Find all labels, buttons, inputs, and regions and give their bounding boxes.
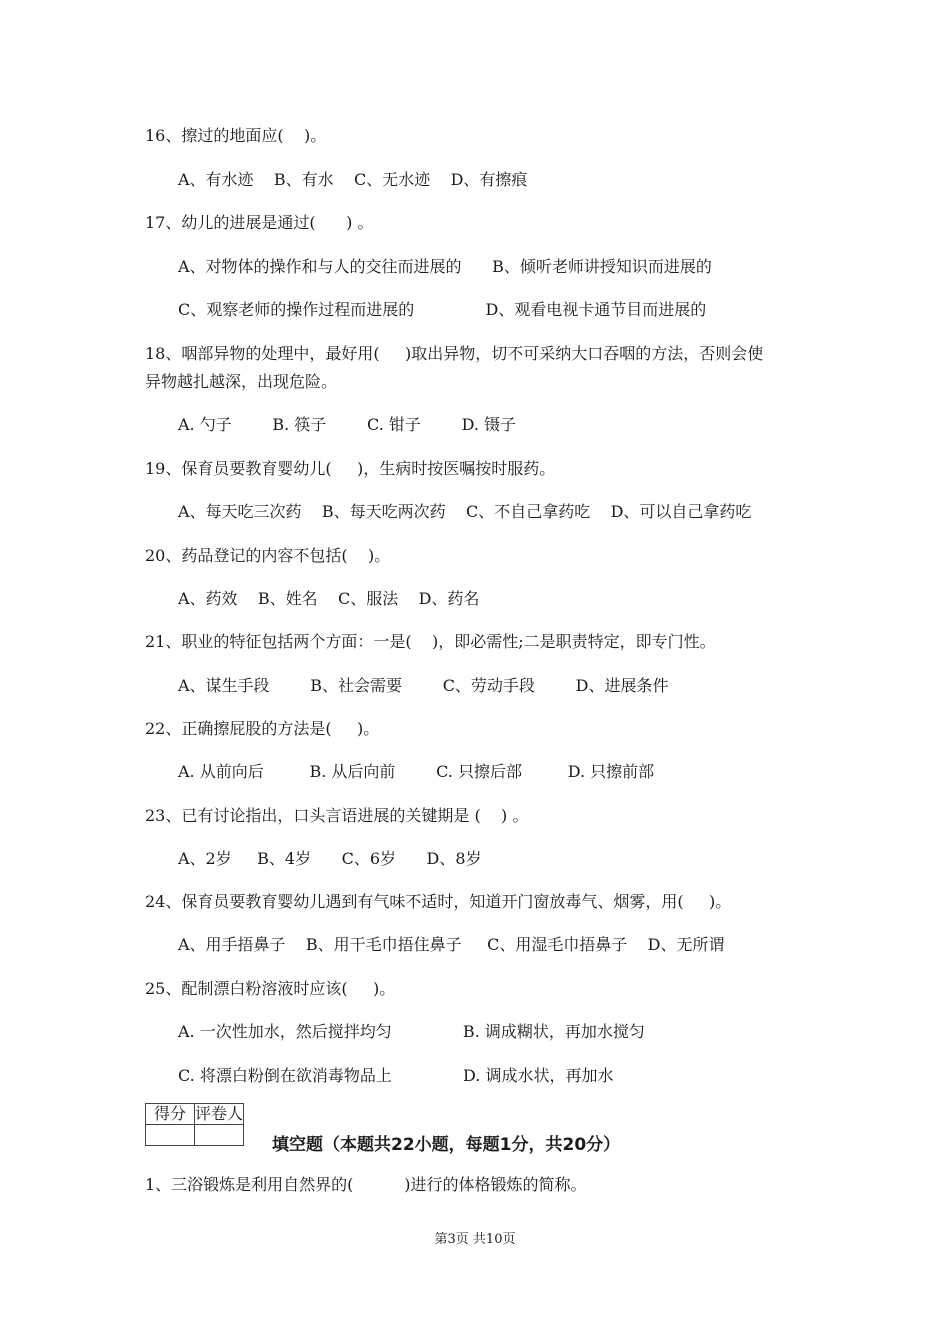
question-stem: 21、职业的特征包括两个方面：一是( )，即必需性;二是职责特定，即专门性。 [145,632,716,651]
score-box [145,1103,244,1146]
grader-label: 评卷人 [195,1104,244,1123]
score-cell [146,1125,195,1146]
question-stem: 17、幼儿的进展是通过( ) 。 [145,213,374,232]
question-stem: 20、药品登记的内容不包括( )。 [145,546,391,565]
section-title: 填空题（本题共22小题，每题1分，共20分） [272,1135,621,1155]
fill-in-question: 1、三浴锻炼是利用自然界的( )进行的体格锻炼的简称。 [145,1175,587,1194]
question-options: A、谋生手段 B、社会需要 C、劳动手段 D、进展条件 [178,676,669,695]
question-options: C、观察老师的操作过程而进展的 D、观看电视卡通节目而进展的 [178,300,707,319]
question-stem: 22、正确擦屁股的方法是( )。 [145,719,380,738]
score-label: 得分 [146,1104,195,1125]
question-options: A、有水迹 B、有水 C、无水迹 D、有擦痕 [178,170,528,189]
question-options: A、用手捂鼻子 B、用干毛巾捂住鼻子 C、用湿毛巾捂鼻子 D、无所谓 [178,935,725,954]
question-options: C. 将漂白粉倒在欲消毒物品上 D. 调成水状，再加水 [178,1066,614,1085]
question-stem: 25、配制漂白粉溶液时应该( )。 [145,979,396,998]
question-stem: 24、保育员要教育婴幼儿遇到有气味不适时，知道开门窗放毒气、烟雾，用( )。 [145,892,732,911]
question-stem: 16、擦过的地面应( )。 [145,126,327,145]
question-stem: 19、保育员要教育婴幼儿( )，生病时按医嘱按时服药。 [145,459,556,478]
question-options: A、药效 B、姓名 C、服法 D、药名 [178,589,480,608]
question-options: A、2岁 B、4岁 C、6岁 D、8岁 [178,849,482,868]
question-options: A. 勺子 B. 筷子 C. 钳子 D. 镊子 [178,415,516,434]
question-options: A. 一次性加水，然后搅拌均匀 B. 调成糊状，再加水搅匀 [178,1022,645,1041]
question-options: A. 从前向后 B. 从后向前 C. 只擦后部 D. 只擦前部 [178,762,655,781]
page-footer: 第3页 共10页 [434,1232,516,1247]
question-options: A、每天吃三次药 B、每天吃两次药 C、不自己拿药吃 D、可以自己拿药吃 [178,502,752,521]
question-stem: 18、咽部异物的处理中，最好用( )取出异物，切不可采纳大口吞咽的方法，否则会使 [145,344,764,363]
question-stem: 23、已有讨论指出，口头言语进展的关键期是 ( ) 。 [145,806,529,825]
grader-cell [195,1125,244,1146]
question-stem-continued: 异物越扎越深，出现危险。 [145,372,338,391]
question-options: A、对物体的操作和与人的交往而进展的 B、倾听老师讲授知识而进展的 [178,257,712,276]
